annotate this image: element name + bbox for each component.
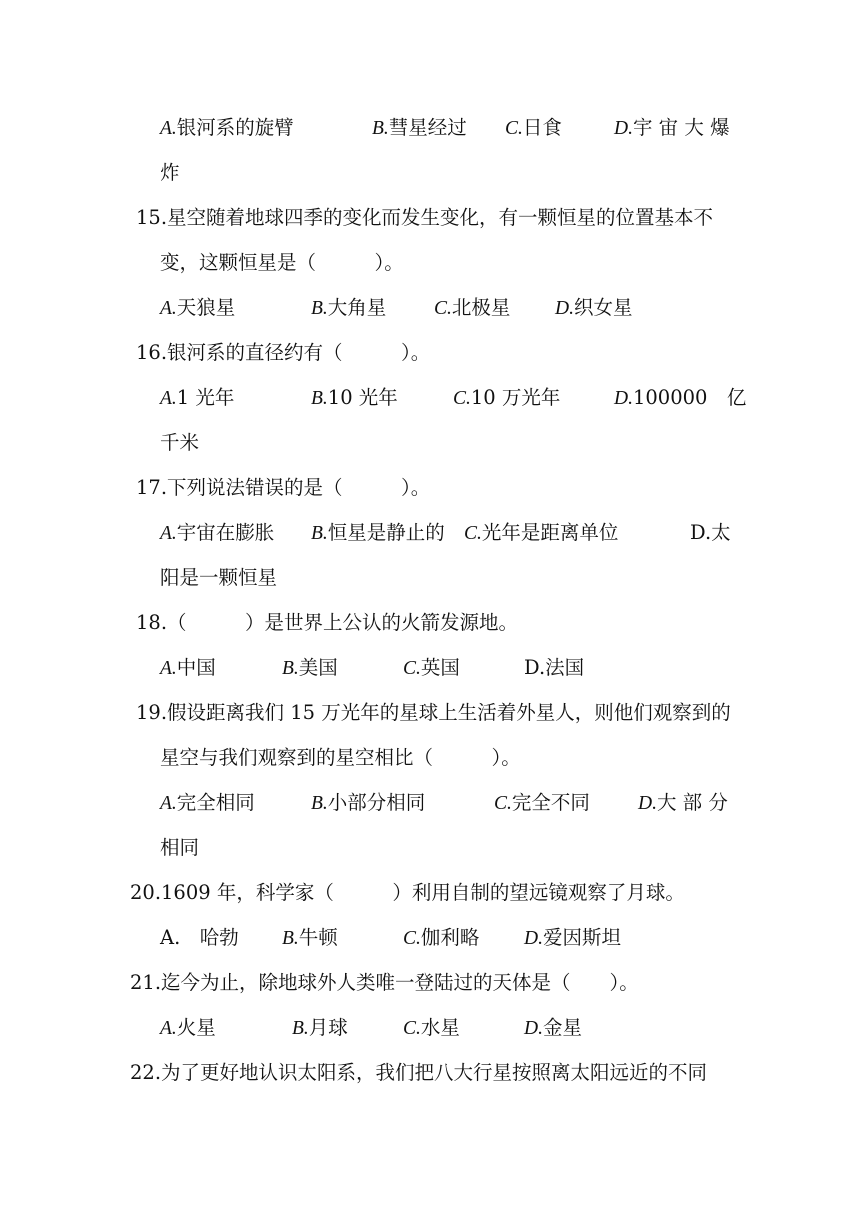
option-letter: C. bbox=[464, 523, 482, 544]
option-letter: B. bbox=[311, 523, 328, 544]
option-text: 月球 bbox=[308, 1016, 348, 1039]
option-text: 天狼星 bbox=[176, 296, 236, 319]
option-text: 火星 bbox=[176, 1016, 216, 1039]
q14-option-d bbox=[614, 116, 730, 141]
q17-option-d: D.太 bbox=[690, 521, 731, 544]
q20-stem: 20.1609 年，科学家（ ）利用自制的望远镜观察了月球。 bbox=[130, 881, 685, 904]
q14-option-c bbox=[505, 116, 562, 141]
q21-stem-visible: 21.迄今为止，除地球外人类唯一登陆过的天体是（ ）。 bbox=[130, 971, 639, 994]
q18-stem: 18.（ ）是世界上公认的火箭发源地。 bbox=[136, 611, 519, 634]
option-letter: C. bbox=[494, 793, 512, 814]
option-letter: B. bbox=[311, 298, 328, 319]
option-text: 美国 bbox=[298, 656, 338, 679]
option-letter: B. bbox=[372, 118, 389, 139]
option-letter: D. bbox=[614, 388, 633, 409]
q20-option-c bbox=[403, 926, 479, 951]
q19-stem-line1: 19.假设距离我们 15 万光年的星球上生活着外星人，则他们观察到的 bbox=[136, 701, 731, 724]
option-text: 牛顿 bbox=[298, 926, 338, 949]
option-letter: B. bbox=[292, 1018, 309, 1039]
q16-option-continuation: 千米 bbox=[160, 431, 200, 454]
q19-option-a bbox=[160, 791, 255, 816]
q14-option-b bbox=[372, 116, 467, 141]
q17-stem: 17.下列说法错误的是（ ）。 bbox=[136, 476, 431, 499]
option-text: 恒星是静止的 bbox=[327, 521, 445, 544]
option-text: 金星 bbox=[542, 1016, 582, 1039]
q18-option-d: D.法国 bbox=[524, 656, 585, 679]
q20-option-b bbox=[282, 926, 338, 951]
option-text: 宇 宙 大 爆 bbox=[632, 116, 730, 139]
option-letter: A. bbox=[160, 298, 177, 319]
option-letter: D. bbox=[638, 793, 657, 814]
q15-option-d bbox=[555, 296, 632, 321]
option-text: 10 万光年 bbox=[470, 386, 561, 409]
q21-option-d bbox=[524, 1016, 582, 1041]
option-letter: C. bbox=[434, 298, 452, 319]
q21-option-c bbox=[403, 1016, 460, 1041]
option-letter: B. bbox=[282, 928, 299, 949]
option-text: 北极星 bbox=[451, 296, 511, 319]
q20-option-a: A. 哈勃 bbox=[160, 926, 239, 949]
option-text: 光年是距离单位 bbox=[481, 521, 619, 544]
q22-stem: 22.为了更好地认识太阳系，我们把八大行星按照离太阳远近的不同 bbox=[130, 1061, 708, 1084]
option-text: 完全相同 bbox=[176, 791, 255, 814]
q17-option-b bbox=[311, 521, 445, 546]
q14-option-continuation: 炸 bbox=[160, 161, 180, 184]
option-text: 银河系的旋臂 bbox=[176, 116, 294, 139]
option-text: 1 光年 bbox=[176, 386, 235, 409]
option-letter: A. bbox=[160, 388, 177, 409]
q21-option-a bbox=[160, 1016, 216, 1041]
option-text: 大 部 分 bbox=[656, 791, 728, 814]
option-letter: A. bbox=[160, 793, 177, 814]
option-text: 英国 bbox=[420, 656, 460, 679]
q18-option-a bbox=[160, 656, 216, 681]
option-letter: C. bbox=[403, 658, 421, 679]
q15-stem-line2: 变，这颗恒星是（ ）。 bbox=[160, 251, 404, 274]
q17-option-continuation: 阳是一颗恒星 bbox=[160, 566, 278, 589]
q16-option-b bbox=[311, 386, 398, 411]
option-text: 100000 亿 bbox=[632, 386, 747, 409]
option-letter: B. bbox=[282, 658, 299, 679]
option-letter: B. bbox=[311, 793, 328, 814]
q20-option-d bbox=[524, 926, 621, 951]
q19-option-continuation: 相同 bbox=[160, 836, 200, 859]
q16-option-d bbox=[614, 386, 746, 411]
q15-option-a bbox=[160, 296, 235, 321]
q16-option-a bbox=[160, 386, 234, 411]
option-text: 10 光年 bbox=[327, 386, 398, 409]
q14-option-a bbox=[160, 116, 294, 141]
q18-option-b bbox=[282, 656, 338, 681]
option-text: 小部分相同 bbox=[327, 791, 426, 814]
option-letter: D. bbox=[555, 298, 574, 319]
option-letter: D. bbox=[614, 118, 633, 139]
option-letter: D. bbox=[524, 928, 543, 949]
q19-stem-line2: 星空与我们观察到的星空相比（ ）。 bbox=[160, 746, 521, 769]
option-letter: C. bbox=[403, 1018, 421, 1039]
option-letter: A. bbox=[160, 118, 177, 139]
q15-stem-line1: 15.星空随着地球四季的变化而发生变化，有一颗恒星的位置基本不 bbox=[136, 206, 714, 229]
option-text: 水星 bbox=[420, 1016, 460, 1039]
option-text: 织女星 bbox=[573, 296, 633, 319]
option-letter: C. bbox=[403, 928, 421, 949]
option-letter: A. bbox=[160, 523, 177, 544]
option-text: 日食 bbox=[522, 116, 562, 139]
q19-option-c bbox=[494, 791, 590, 816]
option-text: 完全不同 bbox=[511, 791, 590, 814]
q17-option-c bbox=[464, 521, 618, 546]
option-letter: A. bbox=[160, 658, 177, 679]
q19-option-b bbox=[311, 791, 425, 816]
option-letter: C. bbox=[505, 118, 523, 139]
q16-stem: 16.银河系的直径约有（ ）。 bbox=[136, 341, 431, 364]
option-text: 宇宙在膨胀 bbox=[176, 521, 275, 544]
q17-option-a bbox=[160, 521, 274, 546]
q15-option-b bbox=[311, 296, 386, 321]
q18-option-c bbox=[403, 656, 460, 681]
option-text: 爱因斯坦 bbox=[542, 926, 621, 949]
q16-option-c bbox=[453, 386, 560, 411]
option-text: 大角星 bbox=[327, 296, 387, 319]
option-text: 伽利略 bbox=[420, 926, 480, 949]
q21-option-b bbox=[292, 1016, 348, 1041]
option-letter: B. bbox=[311, 388, 328, 409]
option-letter: C. bbox=[453, 388, 471, 409]
option-letter: A. bbox=[160, 1018, 177, 1039]
q19-option-d bbox=[638, 791, 728, 816]
q15-option-c bbox=[434, 296, 510, 321]
option-text: 中国 bbox=[176, 656, 216, 679]
option-letter: D. bbox=[524, 1018, 543, 1039]
option-text: 彗星经过 bbox=[388, 116, 467, 139]
